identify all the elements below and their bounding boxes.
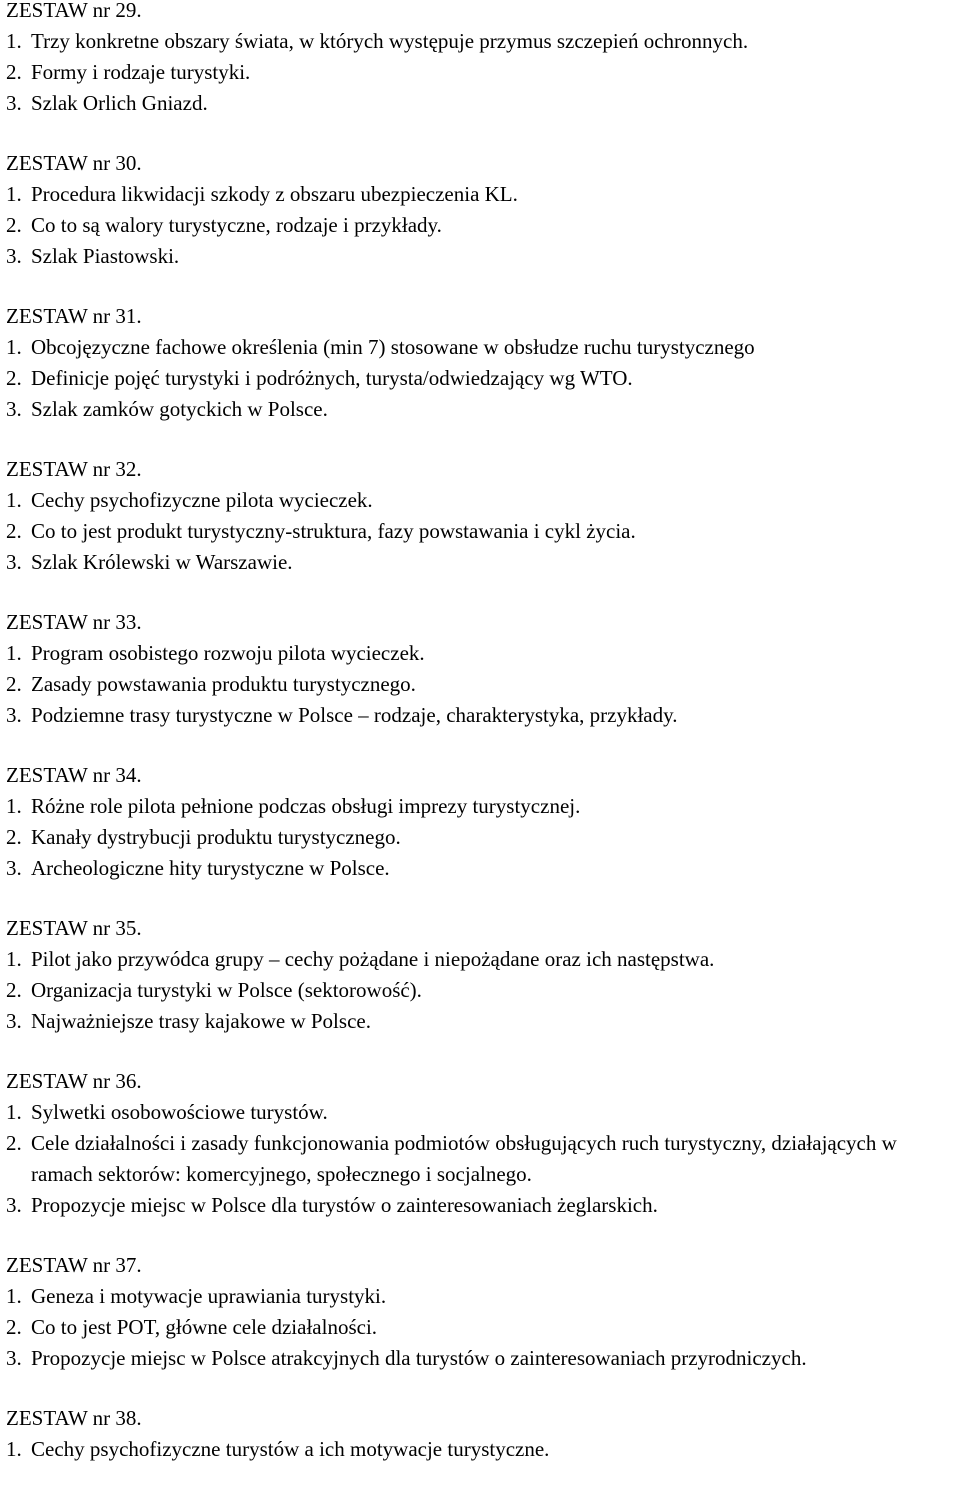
question-item xyxy=(6,1434,956,1465)
question-item xyxy=(6,669,956,700)
question-number: 2. xyxy=(6,825,22,849)
question-number: 1. xyxy=(6,335,22,359)
question-text: Szlak Orlich Gniazd. xyxy=(31,91,208,115)
question-text: Cele działalności i zasady funkcjonowania podmiotów obsługujących ruch turystyczny, działających w ramach sektorów: komercyjnego, społecznego i socjalnego. xyxy=(31,1131,897,1186)
set-title: ZESTAW nr 31. xyxy=(6,304,142,328)
question-item xyxy=(6,26,956,57)
question-number: 2. xyxy=(6,213,22,237)
question-number: 1. xyxy=(6,1100,22,1124)
question-item xyxy=(6,1343,956,1374)
set-title: ZESTAW nr 33. xyxy=(6,610,142,634)
question-number: 1. xyxy=(6,641,22,665)
question-number: 3. xyxy=(6,856,22,880)
question-text: Cechy psychofizyczne pilota wycieczek. xyxy=(31,488,373,512)
set-title: ZESTAW nr 35. xyxy=(6,916,142,940)
question-number: 1. xyxy=(6,1437,22,1461)
question-item xyxy=(6,853,956,884)
question-text: Program osobistego rozwoju pilota wycieczek. xyxy=(31,641,425,665)
question-item xyxy=(6,57,956,88)
question-text: Obcojęzyczne fachowe określenia (min 7) stosowane w obsłudze ruchu turystycznego xyxy=(31,335,755,359)
exam-set xyxy=(6,607,956,731)
question-text: Szlak zamków gotyckich w Polsce. xyxy=(31,397,328,421)
exam-set xyxy=(6,301,956,425)
question-text: Co to są walory turystyczne, rodzaje i przykłady. xyxy=(31,213,442,237)
question-item xyxy=(6,210,956,241)
question-text: Różne role pilota pełnione podczas obsługi imprezy turystycznej. xyxy=(31,794,581,818)
question-item xyxy=(6,975,956,1006)
question-number: 3. xyxy=(6,1009,22,1033)
question-item xyxy=(6,1097,956,1128)
question-item xyxy=(6,1281,956,1312)
question-item xyxy=(6,700,956,731)
set-title: ZESTAW nr 37. xyxy=(6,1253,142,1277)
question-text: Archeologiczne hity turystyczne w Polsce. xyxy=(31,856,390,880)
question-text: Organizacja turystyki w Polsce (sektorowość). xyxy=(31,978,422,1002)
set-title: ZESTAW nr 32. xyxy=(6,457,142,481)
question-item xyxy=(6,791,956,822)
set-title: ZESTAW nr 34. xyxy=(6,763,142,787)
question-text: Co to jest produkt turystyczny-struktura, fazy powstawania i cykl życia. xyxy=(31,519,636,543)
question-text: Cechy psychofizyczne turystów a ich motywacje turystyczne. xyxy=(31,1437,550,1461)
question-number: 3. xyxy=(6,91,22,115)
document-body xyxy=(6,0,956,1494)
question-item xyxy=(6,179,956,210)
question-text: Co to jest POT, główne cele działalności. xyxy=(31,1315,378,1339)
exam-set xyxy=(6,1250,956,1374)
question-text: Szlak Piastowski. xyxy=(31,244,180,268)
question-number: 3. xyxy=(6,397,22,421)
question-number: 1. xyxy=(6,29,22,53)
question-item xyxy=(6,822,956,853)
question-text: Formy i rodzaje turystyki. xyxy=(31,60,251,84)
question-text: Najważniejsze trasy kajakowe w Polsce. xyxy=(31,1009,371,1033)
question-text: Pilot jako przywódca grupy – cechy pożądane i niepożądane oraz ich następstwa. xyxy=(31,947,715,971)
set-title: ZESTAW nr 38. xyxy=(6,1406,142,1430)
question-item xyxy=(6,88,956,119)
exam-set xyxy=(6,760,956,884)
question-number: 3. xyxy=(6,703,22,727)
question-number: 3. xyxy=(6,550,22,574)
question-number: 2. xyxy=(6,1131,22,1155)
question-text: Zasady powstawania produktu turystycznego. xyxy=(31,672,416,696)
question-number: 2. xyxy=(6,60,22,84)
question-item xyxy=(6,332,956,363)
question-item xyxy=(6,638,956,669)
question-number: 1. xyxy=(6,794,22,818)
question-number: 2. xyxy=(6,1315,22,1339)
exam-set xyxy=(6,0,956,119)
exam-set xyxy=(6,148,956,272)
question-text: Kanały dystrybucji produktu turystycznego. xyxy=(31,825,401,849)
exam-set xyxy=(6,454,956,578)
question-item xyxy=(6,547,956,578)
set-title: ZESTAW nr 30. xyxy=(6,151,142,175)
question-number: 3. xyxy=(6,244,22,268)
exam-set xyxy=(6,1403,956,1465)
question-number: 1. xyxy=(6,488,22,512)
question-item xyxy=(6,1128,956,1190)
question-number: 3. xyxy=(6,1346,22,1370)
question-text: Definicje pojęć turystyki i podróżnych, turysta/odwiedzający wg WTO. xyxy=(31,366,633,390)
question-number: 1. xyxy=(6,1284,22,1308)
question-item xyxy=(6,1312,956,1343)
question-item xyxy=(6,1190,956,1221)
question-item xyxy=(6,1006,956,1037)
set-title: ZESTAW nr 29. xyxy=(6,0,142,22)
question-number: 1. xyxy=(6,947,22,971)
question-number: 2. xyxy=(6,366,22,390)
question-item xyxy=(6,944,956,975)
question-item xyxy=(6,485,956,516)
exam-set xyxy=(6,913,956,1037)
question-text: Sylwetki osobowościowe turystów. xyxy=(31,1100,328,1124)
question-text: Procedura likwidacji szkody z obszaru ubezpieczenia KL. xyxy=(31,182,518,206)
question-text: Podziemne trasy turystyczne w Polsce – rodzaje, charakterystyka, przykłady. xyxy=(31,703,678,727)
question-text: Szlak Królewski w Warszawie. xyxy=(31,550,293,574)
exam-set xyxy=(6,1066,956,1221)
set-title: ZESTAW nr 36. xyxy=(6,1069,142,1093)
question-number: 2. xyxy=(6,519,22,543)
question-number: 1. xyxy=(6,182,22,206)
question-item xyxy=(6,363,956,394)
question-item xyxy=(6,241,956,272)
question-item xyxy=(6,516,956,547)
question-number: 2. xyxy=(6,672,22,696)
question-item xyxy=(6,394,956,425)
question-text: Propozycje miejsc w Polsce atrakcyjnych dla turystów o zainteresowaniach przyrodniczych. xyxy=(31,1346,807,1370)
question-text: Geneza i motywacje uprawiania turystyki. xyxy=(31,1284,387,1308)
question-number: 3. xyxy=(6,1193,22,1217)
question-number: 2. xyxy=(6,978,22,1002)
question-text: Trzy konkretne obszary świata, w których występuje przymus szczepień ochronnych. xyxy=(31,29,749,53)
question-text: Propozycje miejsc w Polsce dla turystów o zainteresowaniach żeglarskich. xyxy=(31,1193,658,1217)
